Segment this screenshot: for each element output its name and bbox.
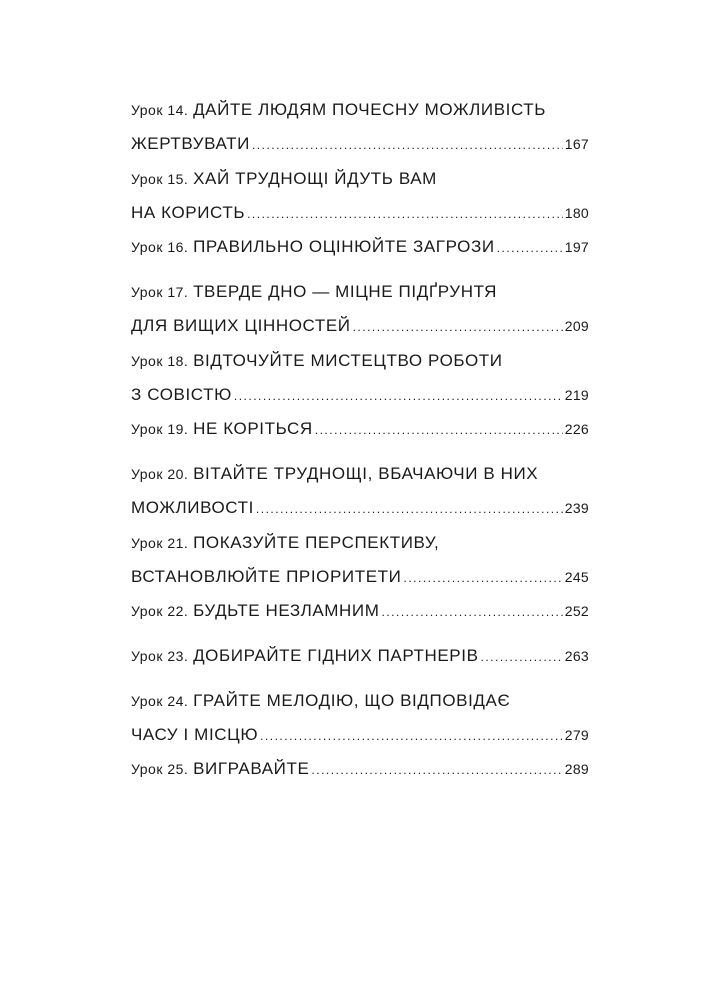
toc-entry-last-line [131,752,589,786]
lesson-title-line1: БУДЬТЕ НЕЗЛАМНИМ [193,601,380,620]
lesson-title-line1: ПОКАЗУЙТЕ ПЕРСПЕКТИВУ, [193,533,440,552]
lesson-title-line1: ГРАЙТЕ МЕЛОДІЮ, ЩО ВІДПОВІДАЄ [193,691,511,710]
page-number: 279 [564,727,589,743]
dot-leader [315,413,563,447]
dot-leader [252,128,563,162]
dot-leader [311,753,562,787]
lesson-number: Урок 23. [131,648,189,664]
dot-leader [234,379,563,413]
lesson-title-line1: ДОБИРАЙТЕ ГІДНИХ ПАРТНЕРІВ [193,646,479,665]
dot-leader [382,595,563,629]
lesson-number: Урок 20. [131,466,189,482]
toc-entry-lesson-19[interactable] [131,412,589,446]
lesson-title-line1: НЕ КОРІТЬСЯ [193,419,313,438]
lesson-title-line1: ПРАВИЛЬНО ОЦІНЮЙТЕ ЗАГРОЗИ [193,237,495,256]
lesson-number: Урок 21. [131,535,189,551]
toc-entry-lesson-25[interactable] [131,752,589,786]
lesson-number: Урок 24. [131,693,189,709]
lesson-title-line1: ДАЙТЕ ЛЮДЯМ ПОЧЕСНУ МОЖЛИВІСТЬ [193,100,547,119]
toc-entry-lesson-15[interactable] [131,162,589,230]
dot-leader [256,492,563,526]
lesson-title-line2: З СОВІСТЮ [131,385,232,404]
page-number: 252 [564,603,589,619]
page-number: 289 [564,761,589,777]
lesson-title-line2: ЖЕРТВУВАТИ [131,134,250,153]
toc-entry-lesson-23[interactable] [131,639,589,673]
toc-entry-last-line [131,560,589,594]
lesson-title-line2: ЧАСУ І МІСЦЮ [131,725,259,744]
lesson-title-line1: ВІДТОЧУЙТЕ МИСТЕЦТВО РОБОТИ [193,351,503,370]
dot-leader [497,231,563,265]
lesson-number: Урок 14. [131,102,189,118]
toc-entry-last-line [131,309,589,343]
toc-entry-last-line [131,412,589,446]
lesson-number: Урок 16. [131,239,189,255]
toc-entry-first-line [131,684,589,718]
lesson-title-line2: ВСТАНОВЛЮЙТЕ ПРІОРИТЕТИ [131,567,402,586]
lesson-number: Урок 15. [131,171,189,187]
page-number: 245 [564,569,589,585]
lesson-title-line1: ХАЙ ТРУДНОЩІ ЙДУТЬ ВАМ [193,169,437,188]
toc-entry-lesson-17[interactable] [131,275,589,343]
toc-entry-last-line [131,230,589,264]
lesson-number: Урок 18. [131,353,189,369]
lesson-title-line2: МОЖЛИВОСТІ [131,498,254,517]
toc-entry-last-line [131,639,589,673]
dot-leader [247,197,563,231]
page-number: 197 [564,239,589,255]
toc-entry-lesson-22[interactable] [131,594,589,628]
dot-leader [403,561,562,595]
dot-leader [353,310,563,344]
toc-entry-lesson-16[interactable] [131,230,589,264]
dot-leader [481,640,563,674]
lesson-number: Урок 17. [131,284,189,300]
toc-entry-last-line [131,196,589,230]
toc-entry-lesson-21[interactable] [131,526,589,594]
toc-entry-last-line [131,127,589,161]
page-number: 263 [564,648,589,664]
page-number: 219 [564,387,589,403]
lesson-title-line1: ВИГРАВАЙТЕ [193,759,310,778]
toc-entry-lesson-14[interactable] [131,93,589,161]
lesson-title-line2: ДЛЯ ВИЩИХ ЦІННОСТЕЙ [131,316,351,335]
toc-entry-last-line [131,718,589,752]
toc-entry-lesson-24[interactable] [131,684,589,752]
lesson-title-line1: ВІТАЙТЕ ТРУДНОЩІ, ВБАЧАЮЧИ В НИХ [193,464,539,483]
toc-entry-first-line [131,93,589,127]
page-number: 209 [564,318,589,334]
page-number: 180 [564,205,589,221]
lesson-number: Урок 25. [131,761,189,777]
lesson-title-line2: НА КОРИСТЬ [131,203,246,222]
lesson-number: Урок 22. [131,603,189,619]
toc-entry-lesson-18[interactable] [131,344,589,412]
lesson-title-line1: ТВЕРДЕ ДНО — МІЦНЕ ПІДҐРУНТЯ [193,282,498,301]
page-number: 226 [564,421,589,437]
toc-entry-first-line [131,162,589,196]
toc-entry-last-line [131,594,589,628]
toc-entry-last-line [131,491,589,525]
page-number: 239 [564,500,589,516]
toc-entry-first-line [131,526,589,560]
toc-entry-first-line [131,457,589,491]
dot-leader [260,719,563,753]
toc-entry-last-line [131,378,589,412]
toc-entry-first-line [131,275,589,309]
toc-entry-lesson-20[interactable] [131,457,589,525]
page-number: 167 [564,136,589,152]
lesson-number: Урок 19. [131,421,189,437]
toc-entry-first-line [131,344,589,378]
